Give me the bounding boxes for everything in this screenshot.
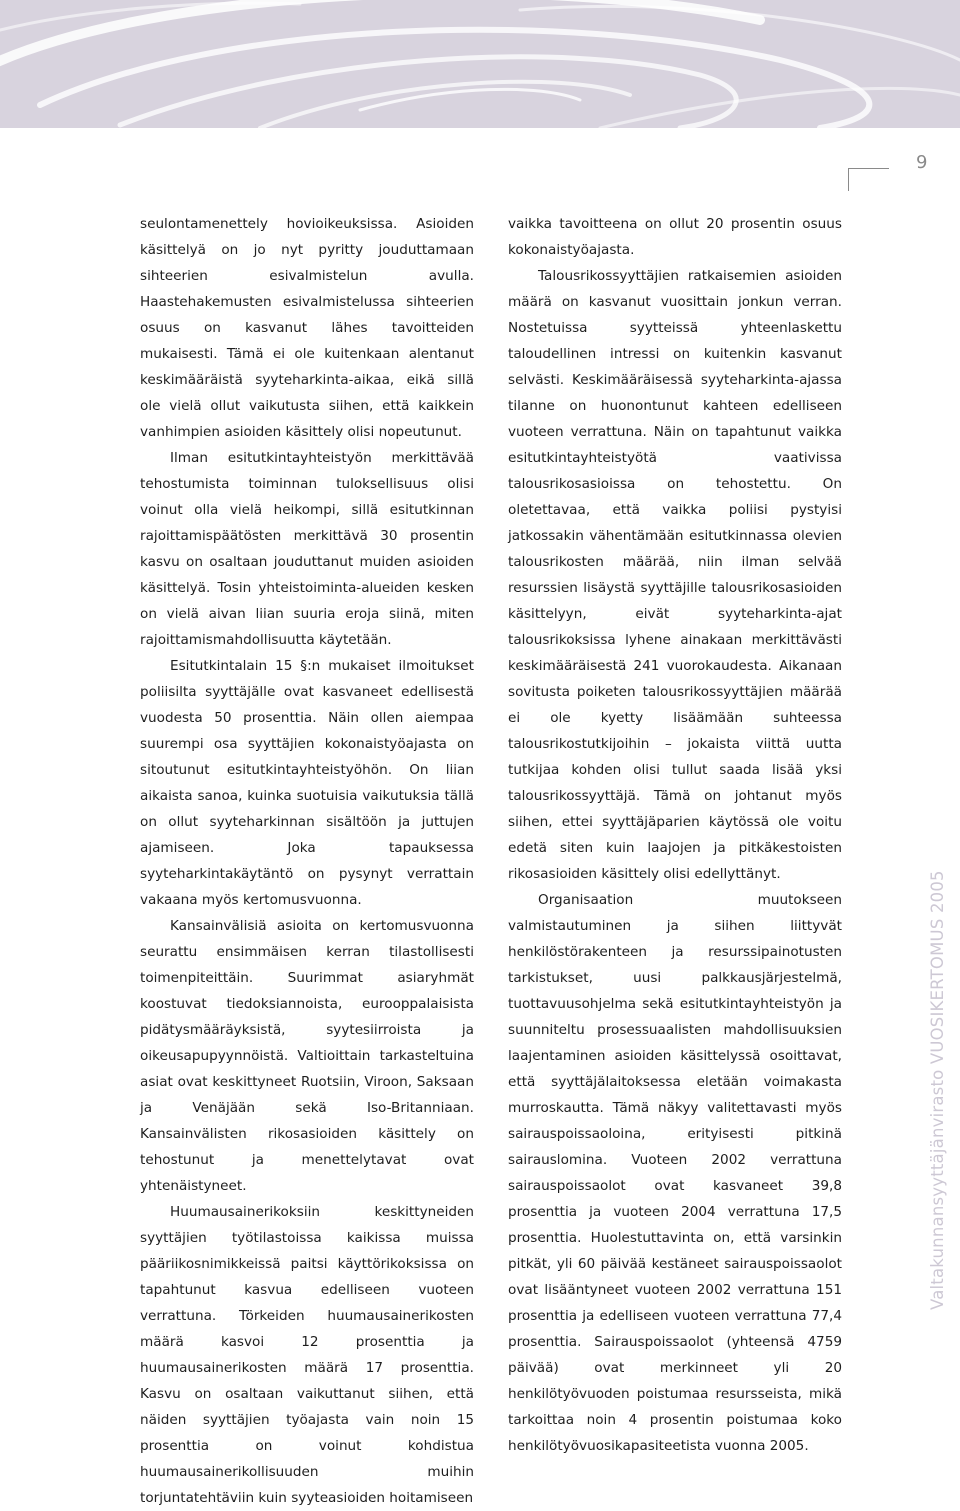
paragraph: Esitutkintalain 15 §:n mukaiset ilmoitukset poliisilta syyttäjälle ovat kasvaneet edellisestä vuodesta 50 prosenttia. Näin ollen aiempaa suurempi osa syyttäjien kokonaistyöajasta on sitoutunut esitutkintayhteistyöhön. On liian aikaista sanoa, kuinka suotuisia vaikutuksia tällä on ollut syyteharkinnan sisältöön ja juttujen ajamiseen. Joka tapauksessa syyteharkintakäytäntö on pysynyt verrattain vakaana myös kertomusvuonna. [140,658,474,908]
paragraph: Huumausainerikoksiin keskittyneiden syyttäjien työtilastoissa kaikissa muissa pääriikosnimikkeissä paitsi käyttörikoksissa on tapahtunut kasvua edelliseen vuoteen verrattuna. Törkeiden huumausainerikosten määrä kasvoi 12 prosenttia ja huumausainerikosten määrä 17 prosenttia. Kasvu on osaltaan vaikuttanut siihen, että näiden syyttäjien työajasta vain noin 15 prosenttia on voinut kohdistua huumausainerikollisuuden muihin torjuntatehtäviin kuin syyteasioiden hoitamiseen [140,1204,474,1506]
text-column-left [140,211,474,1511]
page-number-frame [848,168,889,191]
page-number: 9 [916,152,928,173]
text-column-right [508,211,842,1459]
paragraph: vaikka tavoitteena on ollut 20 prosentin osuus kokonaistyöajasta. [508,216,842,258]
paragraph: Ilman esitutkintayhteistyön merkittävää tehostumista toiminnan tuloksellisuus olisi voinut olla vielä heikompi, sillä esitutkinnan rajoittamispäätösten merkittävä 30 prosentin kasvu on osaltaan jouduttanut muiden asioiden käsittelyä. Tosin yhteistoiminta-alueiden kesken on vielä aivan liian suuria eroja siinä, miten rajoittamismahdollisuutta käytetään. [140,450,474,648]
paragraph: seulontamenettely hovioikeuksissa. Asioiden käsittelyä on jo nyt pyritty jouduttamaan sihteerien esivalmistelun avulla. Haastehakemusten esivalmistelussa sihteerien osuus on kasvanut lähes tavoitteiden mukaisesti. Tämä ei ole kuitenkaan alentanut keskimääräistä syyteharkinta-aikaa, eikä sillä ole vielä ollut vaikutusta siihen, että kaikkein vanhimpien asioiden käsittely olisi nopeutunut. [140,216,474,440]
publication-side-title: Valtakunnansyyttäjänvirasto VUOSIKERTOMUS 2005 [928,870,947,1310]
paragraph: Organisaation muutokseen valmistautuminen ja siihen liittyvät henkilöstörakenteen ja resurssipainotusten tarkistukset, uusi palkkausjärjestelmä, tuottavuusohjelma sekä esitutkintayhteistyön ja suunniteltu prosessuaalisten mahdollisuuksien laajentaminen asioiden käsittelyssä osoittavat, että syyttäjälaitoksessa eletään voimakasta murroskautta. Tämä näkyy valitettavasti myös sairauspoissaoloina, erityisesti pitkinä sairauslomina. Vuoteen 2002 verrattuna sairauspoissaolot ovat kasvaneet 39,8 prosenttia ja vuoteen 2004 verrattuna 17,5 prosenttia. Huolestuttavinta on, että varsinkin pitkät, yli 60 päivää kestäneet sairauspoissaolot ovat lisääntyneet vuoteen 2002 verrattuna 151 prosenttia ja edelliseen vuoteen verrattuna 77,4 prosenttia. Sairauspoissaolot (yhteensä 4759 päivää) ovat merkinneet yli 20 henkilötyövuoden poistumaa resursseista, mikä tarkoittaa noin 4 prosentin poistumaa koko henkilötyövuosikapasiteetista vuonna 2005. [508,892,842,1454]
paragraph: Kansainvälisiä asioita on kertomusvuonna seurattu ensimmäisen kerran tilastollisesti toimenpiteittäin. Suurimmat asiaryhmät koostuvat tiedoksiannoista, eurooppalaisista pidätysmääräyksistä, syytesiirroista ja oikeusapupyynnöistä. Valtioittain tarkasteltuina asiat ovat keskittyneet Ruotsiin, Viroon, Saksaan ja Venäjään sekä Iso-Britanniaan. Kansainvälisten rikosasioiden käsittely on tehostunut ja menettelytavat ovat yhtenäistyneet. [140,918,474,1194]
header-swirl-band [0,0,960,128]
swirl-decoration [0,0,960,128]
paragraph: Talousrikossyyttäjien ratkaisemien asioiden määrä on kasvanut vuosittain jonkun verran. Nostetuissa syytteissä yhteenlaskettu taloudellinen intressi on kuitenkin kasvanut selvästi. Keskimääräisessä syyteharkinta-ajassa tilanne on huonontunut kahteen edelliseen vuoteen verrattuna. Näin on tapahtunut vaikka esitutkintayhteistyötä vaativissa talousrikosasioissa on tehostettu. On oletettavaa, että vaikka poliisi pystyisi jatkossakin vähentämään esitutkinnassa olevien talousrikosten määrää, niin ilman selvää resurssien lisäystä syyttäjille talousrikosasioiden käsittelyyn, eivät syyteharkinta-ajat talousrikoksissa lyhene ainakaan merkittävästi keskimääräisestä 241 vuorokaudesta. Aikanaan sovitusta poiketen talousrikossyyttäjien määrää ei ole kyetty lisäämään suhteessa talousrikostutkijoihin – jokaista viittä uutta tutkijaa kohden olisi tullut saada lisää yksi talousrikossyyttäjä. Tämä on johtanut myös siihen, ettei syyttäjäparien käytössä ole voitu edetä siten kuin laajojen ja pitkäkestoisten rikosasioiden käsittely olisi edellyttänyt. [508,268,842,882]
